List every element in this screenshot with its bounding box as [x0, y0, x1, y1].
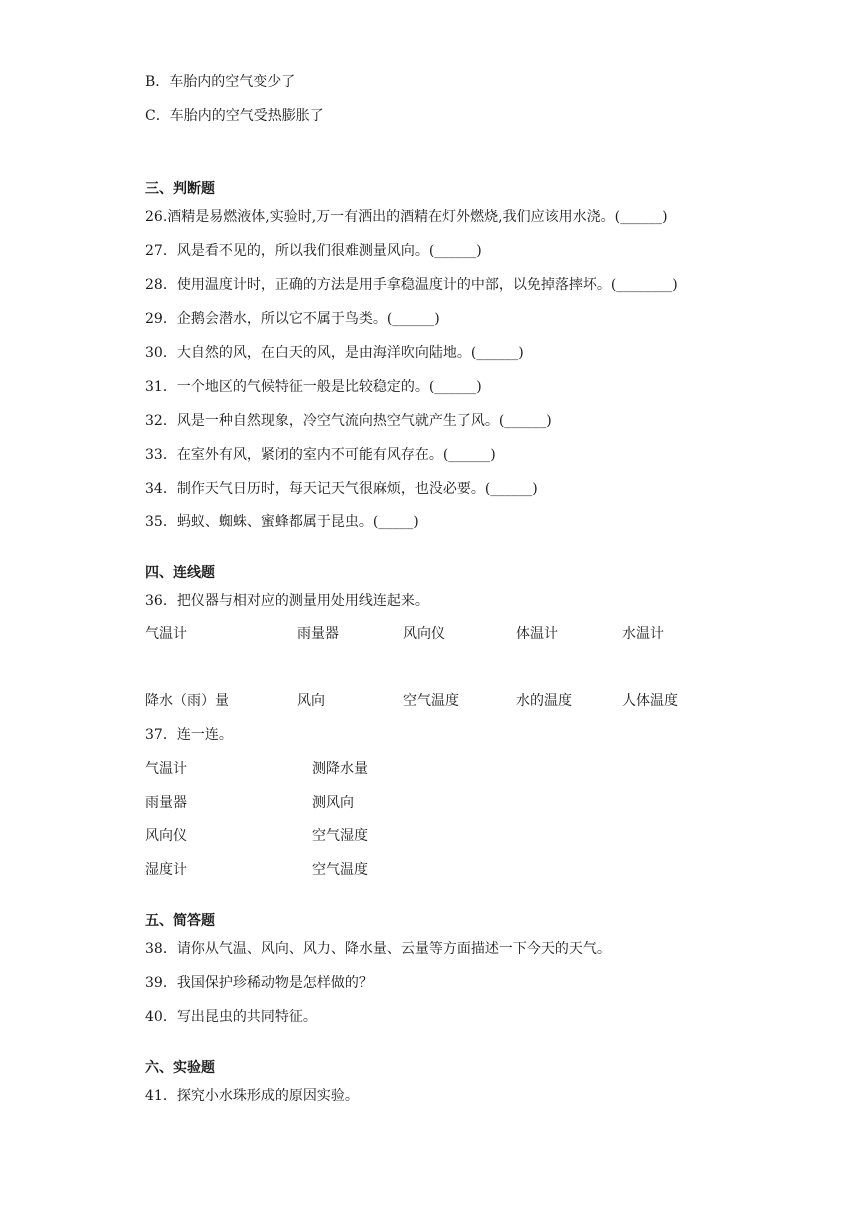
q37-use: 空气湿度 [312, 828, 368, 844]
question-32: 32．风是一种自然现象，冷空气流向热空气就产生了风。(______) [145, 413, 552, 429]
section-heading-short-answer: 五、简答题 [145, 913, 215, 929]
question-33: 33．在室外有风，紧闭的室内不可能有风存在。(______) [145, 447, 496, 463]
question-41: 41．探究小水珠形成的原因实验。 [145, 1088, 359, 1104]
option-c: C．车胎内的空气受热膨胀了 [145, 108, 324, 124]
question-37: 37．连一连。 [145, 727, 233, 743]
q37-use: 测降水量 [312, 761, 368, 777]
q37-instrument: 湿度计 [145, 862, 187, 878]
question-40: 40．写出昆虫的共同特征。 [145, 1009, 317, 1025]
question-26: 26.酒精是易燃液体,实验时,万一有洒出的酒精在灯外燃烧,我们应该用水浇。(______) [145, 209, 668, 225]
question-29: 29．企鹅会潜水，所以它不属于鸟类。(______) [145, 311, 440, 327]
q36-instrument: 气温计 [145, 626, 187, 642]
question-31: 31．一个地区的气候特征一般是比较稳定的。(______) [145, 379, 482, 395]
q36-use: 风向 [297, 693, 325, 709]
q36-use: 水的温度 [516, 693, 572, 709]
question-38: 38．请你从气温、风向、风力、降水量、云量等方面描述一下今天的天气。 [145, 941, 611, 957]
question-34: 34．制作天气日历时，每天记天气很麻烦，也没必要。(______) [145, 481, 538, 497]
section-heading-experiment: 六、实验题 [145, 1060, 215, 1076]
q36-instrument: 水温计 [622, 626, 664, 642]
q37-instrument: 风向仪 [145, 828, 187, 844]
question-30: 30．大自然的风，在白天的风，是由海洋吹向陆地。(______) [145, 345, 524, 361]
question-39: 39．我国保护珍稀动物是怎样做的？ [145, 975, 373, 991]
q36-instrument: 雨量器 [297, 626, 339, 642]
q36-instrument: 体温计 [516, 626, 558, 642]
q36-use: 空气温度 [403, 693, 459, 709]
question-27: 27．风是看不见的，所以我们很难测量风向。(______) [145, 243, 482, 259]
q36-instrument: 风向仪 [403, 626, 445, 642]
option-b: B．车胎内的空气变少了 [145, 74, 296, 90]
q37-use: 空气温度 [312, 862, 368, 878]
q36-use: 人体温度 [622, 693, 678, 709]
section-heading-judgement: 三、判断题 [145, 181, 215, 197]
question-35: 35．蚂蚁、蜘蛛、蜜蜂都属于昆虫。(_____) [145, 514, 419, 530]
q36-use: 降水（雨）量 [145, 693, 229, 709]
q37-use: 测风向 [312, 795, 354, 811]
q37-instrument: 雨量器 [145, 795, 187, 811]
q37-instrument: 气温计 [145, 761, 187, 777]
question-28: 28．使用温度计时，正确的方法是用手拿稳温度计的中部，以免掉落摔坏。(________) [145, 277, 678, 293]
section-heading-matching: 四、连线题 [145, 565, 215, 581]
question-36: 36．把仪器与相对应的测量用处用线连起来。 [145, 593, 429, 609]
